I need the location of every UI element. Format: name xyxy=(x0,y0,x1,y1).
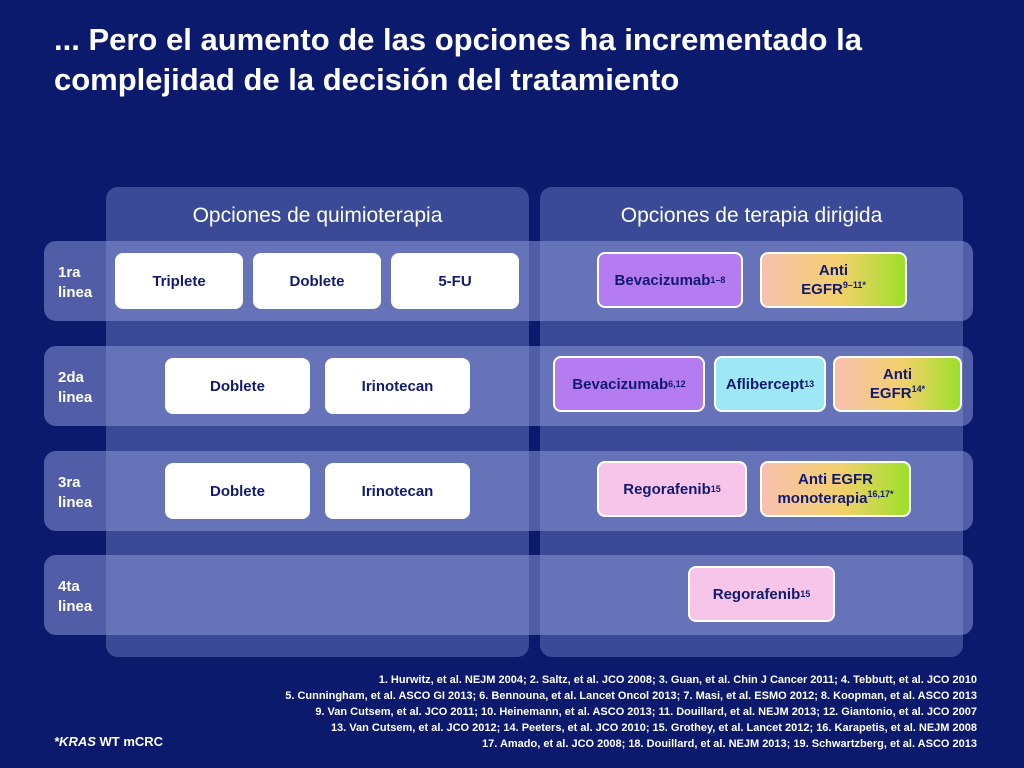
targeted-header: Opciones de terapia dirigida xyxy=(620,204,883,227)
line3-rego-text: Regorafenib xyxy=(623,480,711,498)
line4-rego-text: Regorafenib xyxy=(712,585,801,603)
line2-anti-b-wrap xyxy=(870,384,925,403)
line2-anti-egfr-box xyxy=(833,356,962,412)
reference-line-4: 13. Van Cutsem, et al. JCO 2012; 14. Peeters, et al. JCO 2010; 15. Grothey, et al. Lancet 2012; 16. Karapetis, et al. NEJM 2008 xyxy=(330,722,977,734)
line1-anti-b-wrap xyxy=(801,280,866,299)
row-label-3 xyxy=(58,473,92,513)
line2-anti-b: EGFR xyxy=(869,385,912,402)
line1-triplete-box: Triplete xyxy=(115,253,243,309)
reference-line-1: 1. Hurwitz, et al. NEJM 2004; 2. Saltz, et al. JCO 2008; 3. Guan, et al. Chin J Cancer 2011; 4. Tebbutt, et al. JCO 2010 xyxy=(378,674,977,686)
line4-regorafenib-box: Regorafenib 15 xyxy=(688,566,835,622)
line2-aflibercept-box: Aflibercept 13 xyxy=(714,356,826,412)
line3-anti-b: monoterapia xyxy=(777,490,868,507)
slide-title: ... Pero el aumento de las opciones ha incrementado la complejidad de la decisión del tratamiento xyxy=(54,22,862,97)
row-label-1-a: 1ra xyxy=(58,264,81,281)
line2-afli-text: Aflibercept xyxy=(725,375,805,393)
line1-anti-a: Anti xyxy=(818,262,849,279)
line2-anti-a: Anti xyxy=(882,366,913,383)
line3-anti-b-wrap xyxy=(777,489,893,508)
chemo-header: Opciones de quimioterapia xyxy=(192,204,443,227)
line3-doblete-box: Doblete xyxy=(165,463,310,519)
line1-anti-egfr-box xyxy=(760,252,907,308)
line3-anti-sup: 16,17* xyxy=(867,489,894,499)
line2-irinotecan-box: Irinotecan xyxy=(325,358,470,414)
line2-doblete-box: Doblete xyxy=(165,358,310,414)
references xyxy=(117,672,977,752)
line3-anti-egfr-box xyxy=(760,461,911,517)
row-label-3-b: linea xyxy=(58,494,93,511)
line1-anti-sup: 9–11* xyxy=(842,280,866,290)
reference-line-3: 9. Van Cutsem, et al. JCO 2011; 10. Heinemann, et al. ASCO 2013; 11. Douillard, et al. NEJM 2013; 12. Giantonio, et al. JCO 2007 xyxy=(315,706,977,718)
row-label-1-b: linea xyxy=(58,284,93,301)
line1-bevacizumab-box: Bevacizumab 1–8 xyxy=(597,252,743,308)
row-label-2-a: 2da xyxy=(58,369,84,386)
line3-anti-a: Anti EGFR xyxy=(798,471,873,488)
footnote xyxy=(54,734,163,749)
reference-line-2: 5. Cunningham, et al. ASCO GI 2013; 6. Bennouna, et al. Lancet Oncol 2013; 7. Masi, et al. ESMO 2012; 8. Koopman, et al. ASCO 2013 xyxy=(285,690,977,702)
reference-line-5: 17. Amado, et al. JCO 2008; 18. Douillard, et al. NEJM 2013; 19. Schwartzberg, et al. ASCO 2013 xyxy=(482,738,977,750)
line1-doblete-box: Doblete xyxy=(253,253,381,309)
row-label-2 xyxy=(58,368,92,408)
line3-regorafenib-box: Regorafenib 15 xyxy=(597,461,747,517)
row-label-4-a: 4ta xyxy=(58,578,80,595)
footnote-kras: *KRAS xyxy=(54,734,96,749)
row-label-2-b: linea xyxy=(58,389,93,406)
line3-irinotecan-box: Irinotecan xyxy=(325,463,470,519)
line2-bevacizumab-box: Bevacizumab 6,12 xyxy=(553,356,705,412)
footnote-rest: WT mCRC xyxy=(95,734,164,749)
row-label-4 xyxy=(58,577,92,617)
row-label-1 xyxy=(58,263,92,303)
line2-bev-text: Bevacizumab xyxy=(572,375,669,393)
line1-5fu-box: 5-FU xyxy=(391,253,519,309)
line1-bev-text: Bevacizumab xyxy=(614,271,711,289)
line1-anti-b: EGFR xyxy=(801,281,843,298)
row-label-3-a: 3ra xyxy=(58,474,81,491)
line2-anti-sup: 14* xyxy=(911,384,926,394)
row-label-4-b: linea xyxy=(58,598,93,615)
